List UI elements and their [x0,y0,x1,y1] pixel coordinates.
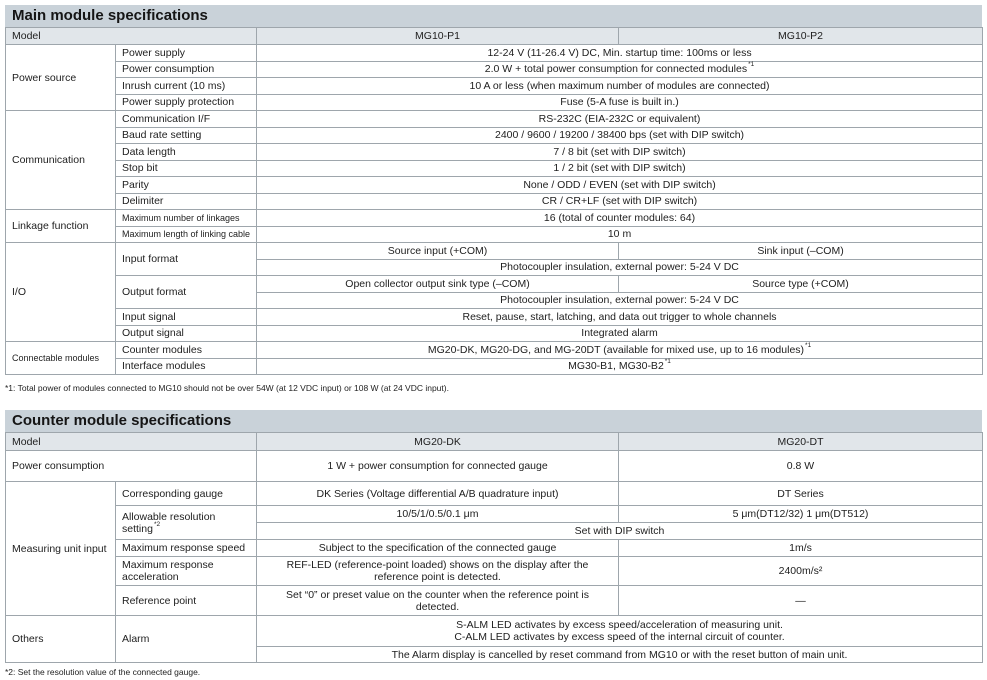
row-label: Maximum response speed [116,540,257,557]
table-row [6,111,983,128]
row-value-dt: — [619,586,983,616]
table-row [6,557,983,586]
row-value: Fuse (5-A fuse is built in.) [257,94,983,111]
row-label: Inrush current (10 ms) [116,78,257,95]
table-row [6,540,983,557]
header-row [6,28,983,45]
row-value-dt: DT Series [619,482,983,506]
row-value-dt: 1m/s [619,540,983,557]
counter-module-title: Counter module specifications [5,410,982,432]
table-row [6,358,983,375]
footnote-ref: *1 [664,358,671,366]
row-label: Output format [116,276,257,309]
table-row [6,127,983,144]
table-row [6,243,983,260]
row-label: Reference point [116,586,257,616]
row-value: 7 / 8 bit (set with DIP switch) [257,144,983,161]
row-value: 10 m [257,226,983,243]
row-value: The Alarm display is cancelled by reset command from MG10 or with the reset button of main unit. [257,647,983,663]
row-label: Maximum response acceleration [116,557,257,586]
model-mg10-p1: MG10-P1 [257,28,619,45]
table-row [6,210,983,227]
table-row [6,61,983,78]
row-label: Corresponding gauge [116,482,257,506]
row-value: CR / CR+LF (set with DIP switch) [257,193,983,210]
row-value: Reset, pause, start, latching, and data out trigger to whole channels [257,309,983,326]
table-row [6,193,983,210]
row-label: Parity [116,177,257,194]
row-value: 12-24 V (11-26.4 V) DC, Min. startup time: 100ms or less [257,45,983,62]
row-label: Maximum number of linkages [116,210,257,227]
row-value-dk: DK Series (Voltage differential A/B quadrature input) [257,482,619,506]
row-label: Baud rate setting [116,127,257,144]
row-value-dk: REF-LED (reference-point loaded) shows on the display after the reference point is detected. [257,557,619,586]
row-label: Power consumption [116,61,257,78]
row-value-dk: 1 W + power consumption for connected gauge [257,451,619,482]
table-row [6,177,983,194]
table-row [6,276,983,293]
row-value: Photocoupler insulation, external power: 5-24 V DC [257,259,983,276]
label-text: Allowable resolution setting [122,510,216,535]
counter-footnote: *2: Set the resolution value of the connected gauge. [5,667,201,677]
row-value: RS-232C (EIA-232C or equivalent) [257,111,983,128]
row-value: 10 A or less (when maximum number of modules are connected) [257,78,983,95]
model-header: Model [6,28,257,45]
row-value: Integrated alarm [257,325,983,342]
row-label: Input format [116,243,257,276]
row-label [116,506,257,540]
footnote-ref: *2 [153,520,161,528]
row-value: None / ODD / EVEN (set with DIP switch) [257,177,983,194]
row-value: 2400 / 9600 / 19200 / 38400 bps (set with DIP switch) [257,127,983,144]
table-row [6,586,983,616]
row-value: 16 (total of counter modules: 64) [257,210,983,227]
row-label: Communication I/F [116,111,257,128]
row-label: Stop bit [116,160,257,177]
table-row [6,45,983,62]
group-others: Others [6,616,116,663]
value-text: MG20-DK, MG20-DG, and MG-20DT (available for mixed use, up to 16 modules) [427,343,805,356]
table-row [6,160,983,177]
row-value-dk: 10/5/1/0.5/0.1 μm [257,506,619,523]
main-module-table [5,27,983,375]
table-row [6,342,983,359]
row-value [257,342,983,359]
row-value: Set with DIP switch [257,523,983,540]
model-header: Model [6,433,257,451]
table-row [6,309,983,326]
alarm-line-2: C-ALM LED activates by excess speed of the internal circuit of counter. [454,631,785,643]
row-value-p2: Sink input (–COM) [619,243,983,260]
row-label: Maximum length of linking cable [116,226,257,243]
row-label: Power consumption [6,451,257,482]
table-row [6,616,983,647]
row-value [257,61,983,78]
table-row [6,482,983,506]
main-footnote: *1: Total power of modules connected to MG10 should not be over 54W (at 12 VDC input) or 108 W (at 24 VDC input). [5,383,449,393]
row-label: Input signal [116,309,257,326]
table-row [6,506,983,523]
table-row [6,325,983,342]
counter-module-table [5,432,983,663]
group-io: I/O [6,243,116,342]
row-value-dk: Subject to the specification of the connected gauge [257,540,619,557]
row-value-dt: 0.8 W [619,451,983,482]
row-label: Data length [116,144,257,161]
row-value-p1: Source input (+COM) [257,243,619,260]
row-label: Counter modules [116,342,257,359]
group-connectable-modules: Connectable modules [6,342,116,375]
row-label: Output signal [116,325,257,342]
table-row [6,78,983,95]
table-row [6,226,983,243]
row-label: Delimiter [116,193,257,210]
model-mg20-dt: MG20-DT [619,433,983,451]
value-text: MG30-B1, MG30-B2 [568,360,664,373]
model-mg10-p2: MG10-P2 [619,28,983,45]
row-value-dt: 5 μm(DT12/32) 1 μm(DT512) [619,506,983,523]
footnote-ref: *1 [748,61,755,69]
row-value-dt: 2400m/s² [619,557,983,586]
row-value-p1: Open collector output sink type (–COM) [257,276,619,293]
row-value-p2: Source type (+COM) [619,276,983,293]
row-label: Power supply [116,45,257,62]
row-value: Photocoupler insulation, external power: 5-24 V DC [257,292,983,309]
row-value [257,616,983,647]
header-row [6,433,983,451]
footnote-ref: *1 [805,341,812,349]
row-label: Power supply protection [116,94,257,111]
group-power-source: Power source [6,45,116,111]
row-label: Interface modules [116,358,257,375]
group-measuring-unit-input: Measuring unit input [6,482,116,616]
group-linkage-function: Linkage function [6,210,116,243]
main-module-title: Main module specifications [5,5,982,27]
row-value: 1 / 2 bit (set with DIP switch) [257,160,983,177]
row-value-dk: Set “0” or preset value on the counter when the reference point is detected. [257,586,619,616]
value-text: 2.0 W + total power consumption for connected modules [484,63,748,76]
alarm-line-1: S-ALM LED activates by excess speed/acceleration of measuring unit. [456,619,783,631]
model-mg20-dk: MG20-DK [257,433,619,451]
table-row [6,451,983,482]
row-value [257,358,983,375]
row-label: Alarm [116,616,257,663]
table-row [6,144,983,161]
group-communication: Communication [6,111,116,210]
table-row [6,94,983,111]
